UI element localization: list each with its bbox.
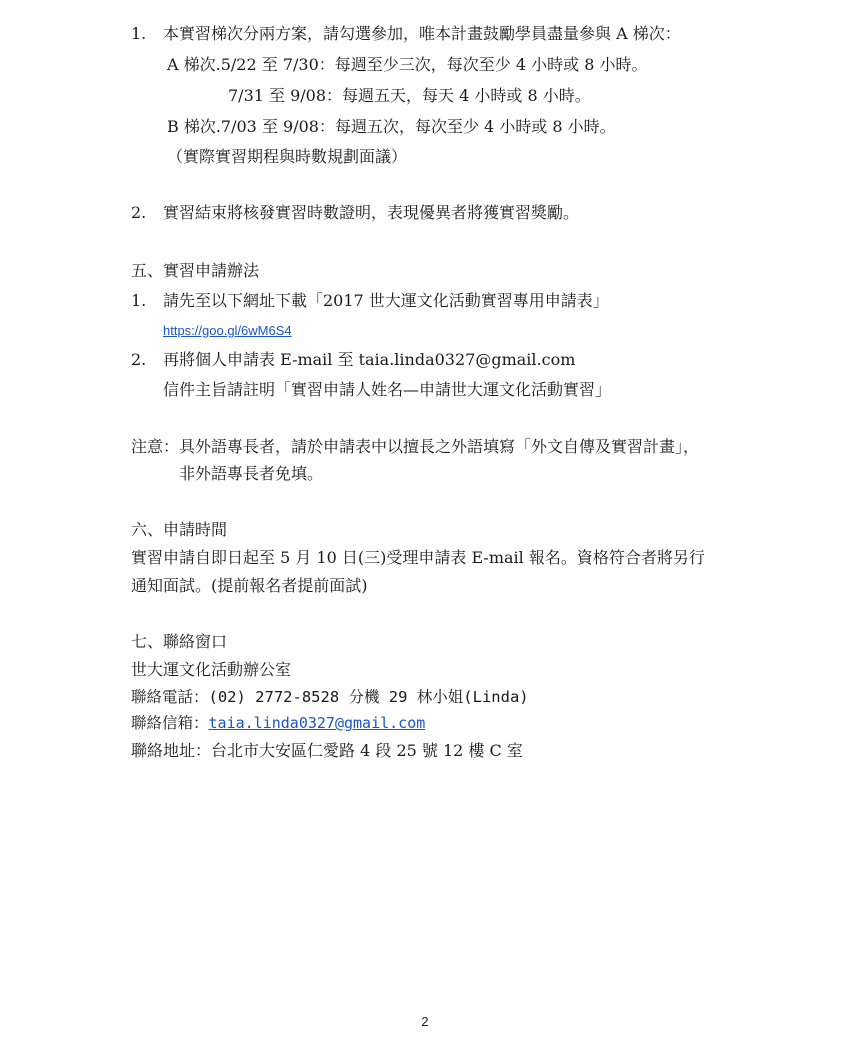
download-instruction: 請先至以下網址下載「2017 世大運文化活動實習專用申請表」 (163, 291, 609, 310)
application-period-line-2: 通知面試。(提前報名者提前面試) (131, 576, 368, 595)
schedule-a-period-1: A 梯次.5/22 至 7/30：每週至少三次，每次至少 4 小時或 8 小時。 (167, 55, 648, 74)
list-number-1: 1. (131, 24, 147, 43)
page-number: 2 (421, 1014, 429, 1029)
email-subject-instruction: 信件主旨請註明「實習申請人姓名—申請世大運文化活動實習」 (163, 380, 612, 399)
notice-line-2: 非外語專長者免填。 (179, 464, 324, 483)
contact-phone: 聯絡電話：(02) 2772-8528 分機 29 林小姐(Linda) (131, 688, 529, 706)
certificate-text: 實習結束將核發實習時數證明，表現優異者將獲實習獎勵。 (163, 203, 580, 222)
contact-email-link[interactable]: taia.linda0327@gmail.com (208, 714, 426, 732)
contact-email-row (131, 712, 425, 734)
list-number-1: 1. (131, 291, 147, 310)
contact-email-label: 聯絡信箱： (131, 714, 209, 732)
schedule-a-period-2: 7/31 至 9/08：每週五天，每天 4 小時或 8 小時。 (228, 86, 591, 105)
schedule-intro-text: 本實習梯次分兩方案，請勾選參加，唯本計畫鼓勵學員盡量參與 A 梯次： (163, 24, 681, 43)
application-period-line-1: 實習申請自即日起至 5 月 10 日(三)受理申請表 E-mail 報名。資格符合者將另行 (131, 548, 705, 567)
schedule-note: （實際實習期程與時數規劃面議） (167, 147, 408, 166)
application-form-link[interactable]: https://goo.gl/6wM6S4 (163, 323, 292, 338)
section-heading-application-period: 六、申請時間 (131, 520, 228, 539)
schedule-b-period: B 梯次.7/03 至 9/08：每週五次，每次至少 4 小時或 8 小時。 (167, 117, 616, 136)
email-instruction: 再將個人申請表 E-mail 至 taia.linda0327@gmail.com (163, 350, 576, 369)
contact-office: 世大運文化活動辦公室 (131, 660, 292, 679)
list-number-2: 2. (131, 350, 147, 369)
notice-line-1: 注意：具外語專長者，請於申請表中以擅長之外語填寫「外文自傳及實習計畫」， (131, 437, 700, 456)
section-heading-application: 五、實習申請辦法 (131, 261, 260, 280)
contact-address: 聯絡地址：台北市大安區仁愛路 4 段 25 號 12 樓 C 室 (131, 741, 523, 760)
section-heading-contact: 七、聯絡窗口 (131, 632, 228, 651)
list-number-2: 2. (131, 203, 147, 222)
